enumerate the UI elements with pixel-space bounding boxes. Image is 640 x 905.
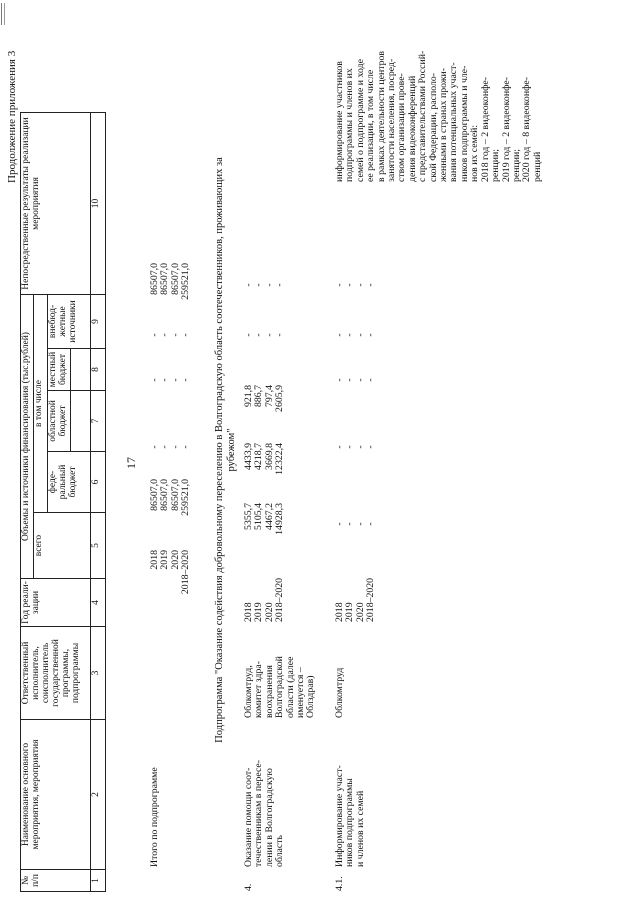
text-line: Информирование участ- bbox=[334, 765, 345, 867]
year: 2018–2020 bbox=[180, 550, 192, 595]
year: 2020 bbox=[169, 550, 181, 570]
amount: - bbox=[263, 333, 275, 337]
amount: - bbox=[334, 283, 345, 287]
col-number: 5 bbox=[90, 513, 105, 579]
amount: 12322,4 bbox=[274, 443, 286, 475]
edge-mark bbox=[4, 3, 5, 25]
col-number: 2 bbox=[90, 720, 105, 870]
text-line: течественникам в пересе- bbox=[253, 759, 265, 867]
amount: - bbox=[180, 378, 192, 382]
amount: 259521,0 bbox=[180, 479, 192, 516]
amount: - bbox=[149, 445, 160, 449]
header-results: Непосредственные результаты реализации мероприятия bbox=[21, 113, 91, 295]
year: 2018–2020 bbox=[274, 577, 286, 622]
col-number: 6 bbox=[90, 452, 105, 513]
itogo-local bbox=[150, 320, 192, 350]
col-number: 8 bbox=[90, 349, 105, 391]
header-federal: феде- ральный бюджет bbox=[47, 452, 90, 513]
amount: - bbox=[253, 283, 265, 287]
amount: - bbox=[149, 333, 160, 337]
amount: 2605,9 bbox=[274, 385, 286, 412]
year: 2018 bbox=[149, 550, 160, 570]
row41-responsible bbox=[335, 626, 345, 718]
col-number: 3 bbox=[90, 627, 105, 720]
year: 2019 bbox=[344, 602, 356, 622]
itogo-total bbox=[150, 479, 192, 543]
text-line: области (далее bbox=[284, 656, 296, 718]
amount: - bbox=[354, 283, 366, 287]
amount: - bbox=[169, 378, 181, 382]
text-line: подпрограммы и членов их bbox=[344, 68, 356, 182]
row41-extrabudget bbox=[335, 270, 377, 300]
text-line: Облздрав) bbox=[305, 675, 317, 718]
row41-years bbox=[335, 572, 377, 622]
amount: - bbox=[344, 378, 356, 382]
amount: 86507,0 bbox=[159, 479, 171, 511]
amount: 886,7 bbox=[253, 385, 265, 408]
row4-regional bbox=[244, 385, 286, 429]
itogo-federal bbox=[150, 432, 192, 462]
row41-name bbox=[335, 721, 366, 867]
text-line: вания потенциальных участ- bbox=[448, 62, 460, 182]
col-number: 9 bbox=[90, 295, 105, 349]
header-total: всего bbox=[33, 513, 90, 579]
amount: - bbox=[344, 522, 356, 526]
header-table bbox=[20, 112, 106, 892]
amount: 4433,9 bbox=[243, 443, 254, 470]
col-number: 1 bbox=[90, 870, 105, 892]
amount: 797,4 bbox=[263, 385, 275, 408]
itogo-regional bbox=[150, 365, 192, 395]
text-line: Оказание помощи соот- bbox=[243, 767, 254, 867]
amount: 3669,8 bbox=[263, 443, 275, 470]
year: 2019 bbox=[159, 550, 171, 570]
row41-regional bbox=[335, 365, 377, 395]
row4-federal bbox=[244, 443, 286, 495]
amount: - bbox=[365, 445, 377, 449]
text-line: именуется – bbox=[295, 667, 307, 718]
amount: - bbox=[274, 283, 286, 287]
amount: 4467,2 bbox=[263, 503, 275, 530]
amount: - bbox=[344, 445, 356, 449]
amount: - bbox=[159, 378, 171, 382]
text-line: Волгоградской bbox=[274, 656, 286, 718]
col-number: 10 bbox=[90, 113, 105, 295]
amount: - bbox=[354, 378, 366, 382]
amount: - bbox=[159, 445, 171, 449]
text-line: с представительствами Россий- bbox=[417, 50, 429, 182]
text-line: ством организации прове- bbox=[396, 73, 408, 182]
row4-local bbox=[244, 320, 286, 350]
text-line: ской Федерации, располо- bbox=[427, 72, 439, 182]
amount: - bbox=[365, 283, 377, 287]
text-line: ников подпрограммы и чле- bbox=[458, 65, 470, 182]
row4-total bbox=[244, 503, 286, 555]
amount: - bbox=[149, 378, 160, 382]
row41-result bbox=[335, 4, 543, 182]
amount: 86507,0 bbox=[159, 263, 171, 295]
amount: 86507,0 bbox=[169, 263, 181, 295]
text-line: нов их семей: bbox=[469, 124, 481, 182]
amount: 86507,0 bbox=[169, 479, 181, 511]
amount: - bbox=[169, 333, 181, 337]
col-number: 7 bbox=[90, 391, 105, 452]
amount: - bbox=[365, 522, 377, 526]
text-line: комитет здра- bbox=[253, 661, 265, 718]
continuation-note: Продолжение приложения 3 bbox=[6, 50, 18, 183]
text-line: семей о подпрограмме и ходе bbox=[354, 59, 366, 182]
header-extrabudget: внебюд- жетные источники bbox=[47, 295, 90, 349]
text-line: 2018 год – 2 видеоконфе- bbox=[479, 76, 491, 182]
year: 2019 bbox=[253, 602, 265, 622]
text-line: Облкомтруд bbox=[334, 667, 345, 718]
row4-number: 4. bbox=[243, 883, 254, 891]
header-regional: областной бюджет bbox=[47, 391, 70, 452]
row4-extrabudget bbox=[244, 270, 286, 300]
text-line: область bbox=[274, 835, 286, 867]
amount: - bbox=[334, 378, 345, 382]
amount: 14928,3 bbox=[274, 503, 286, 535]
col-number: 4 bbox=[90, 579, 105, 627]
row41-local bbox=[335, 320, 377, 350]
text-line: ников подпрограммы bbox=[344, 778, 356, 867]
itogo-label: Итого по подпрограмме bbox=[149, 767, 160, 867]
column-numbers-row bbox=[90, 113, 105, 892]
row41-total bbox=[335, 509, 377, 539]
text-line: ренции; bbox=[490, 149, 502, 182]
text-line: занятости населения, посред- bbox=[386, 58, 398, 182]
amount: - bbox=[243, 333, 254, 337]
year: 2020 bbox=[354, 602, 366, 622]
text-line: в рамках деятельности центров bbox=[375, 50, 387, 182]
text-line: воохранения bbox=[263, 665, 275, 718]
amount: 86507,0 bbox=[149, 263, 160, 295]
amount: - bbox=[169, 445, 181, 449]
row4-name bbox=[244, 721, 286, 867]
year: 2018–2020 bbox=[365, 577, 377, 622]
header-local: местный бюджет bbox=[47, 349, 70, 391]
text-line: 2020 год – 8 видеоконфе- bbox=[521, 76, 533, 182]
text-line: женными в странах прожи- bbox=[438, 67, 450, 182]
text-line: ренции; bbox=[510, 149, 522, 182]
year: 2018 bbox=[243, 602, 254, 622]
header-year: Год реали- зации bbox=[21, 579, 91, 627]
itogo-years bbox=[150, 550, 192, 645]
amount: 921,8 bbox=[243, 385, 254, 408]
amount: - bbox=[365, 333, 377, 337]
amount: - bbox=[274, 333, 286, 337]
row4-responsible bbox=[244, 626, 317, 718]
amount: - bbox=[263, 283, 275, 287]
row4-years bbox=[244, 572, 286, 622]
amount: - bbox=[334, 333, 345, 337]
amount: - bbox=[334, 522, 345, 526]
edge-mark bbox=[1, 3, 2, 25]
header-including: в том числе bbox=[33, 295, 47, 513]
amount: - bbox=[253, 333, 265, 337]
header-name: Наименование основного мероприятия, мероприятия bbox=[21, 720, 91, 870]
amount: - bbox=[180, 445, 192, 449]
text-line: 2019 год – 2 видеоконфе- bbox=[500, 76, 512, 182]
amount: - bbox=[365, 378, 377, 382]
amount: 5355,7 bbox=[243, 503, 254, 530]
text-line: ренций bbox=[531, 151, 543, 182]
row41-federal bbox=[335, 432, 377, 462]
amount: 259521,0 bbox=[180, 263, 192, 300]
amount: - bbox=[354, 522, 366, 526]
text-line: Облкомтруд, bbox=[243, 665, 254, 718]
year: 2018 bbox=[334, 602, 345, 622]
amount: - bbox=[344, 283, 356, 287]
year: 2020 bbox=[263, 602, 275, 622]
amount: 86507,0 bbox=[149, 479, 160, 511]
text-line: дения видеоконференций bbox=[406, 75, 418, 182]
amount: - bbox=[180, 333, 192, 337]
text-line: и членов их семей bbox=[354, 790, 366, 867]
header-financing: Объемы и источники финансирования (тыс.рублей) bbox=[21, 295, 34, 579]
text-line: ее реализации, в том числе bbox=[365, 69, 377, 182]
amount: 4218,7 bbox=[253, 443, 265, 470]
amount: - bbox=[354, 445, 366, 449]
amount: - bbox=[344, 333, 356, 337]
itogo-extrabudget bbox=[150, 263, 192, 319]
header-responsible: Ответственный исполнитель, соисполнитель государственной программы, подпрограммы bbox=[21, 627, 91, 720]
header-num: № п/п bbox=[21, 870, 91, 892]
subprogram-title: Подпрограмма "Оказание содействия добровольному переселению в Волгоградскую область соотечественников, проживающих за рубежом" bbox=[214, 157, 237, 743]
page-number: 17 bbox=[124, 457, 138, 469]
amount: - bbox=[159, 333, 171, 337]
row41-number: 4.1. bbox=[334, 876, 345, 891]
amount: 5105,4 bbox=[253, 503, 265, 530]
amount: - bbox=[354, 333, 366, 337]
amount: - bbox=[243, 283, 254, 287]
amount: - bbox=[334, 445, 345, 449]
text-line: лении в Волгоградскую bbox=[263, 768, 275, 867]
text-line: информирование участников bbox=[334, 61, 345, 182]
